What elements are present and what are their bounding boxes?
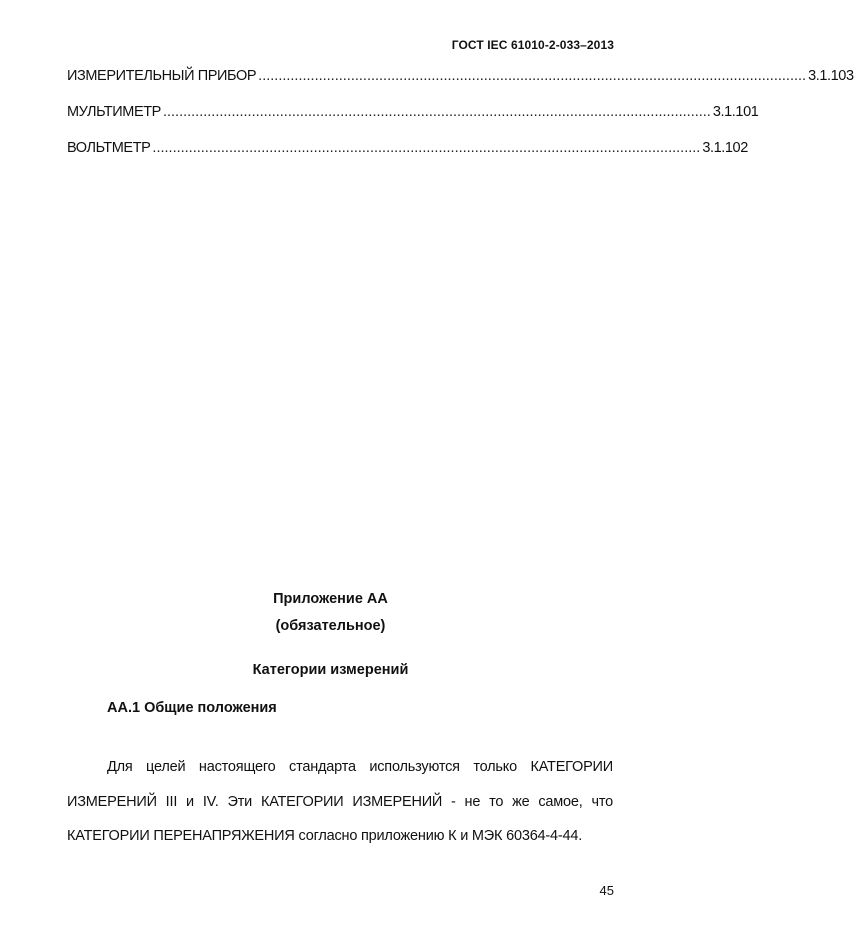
- index-entry: [67, 68, 854, 104]
- index-term: ВОЛЬТМЕТР: [67, 140, 151, 156]
- body-paragraph: Для целей настоящего стандарта используются только КАТЕГОРИИ ИЗМЕРЕНИЙ III и IV. Эти КАТЕГОРИИ ИЗМЕРЕНИЙ - не то же самое, что КАТЕГОРИИ ПЕРЕНАПРЯЖЕНИЯ согласно приложению К и МЭК 60364-4-44.: [67, 759, 613, 844]
- section-heading: АА.1 Общие положения: [107, 700, 277, 716]
- page-number: 45: [599, 883, 614, 898]
- index-reference: 3.1.101: [712, 104, 759, 120]
- index-reference: 3.1.103: [808, 68, 854, 84]
- appendix-status: (обязательное): [275, 618, 386, 634]
- document-code-header: ГОСТ IEC 61010-2-033–2013: [451, 38, 614, 52]
- dot-leader: ........................................................................................................................................: [162, 104, 711, 120]
- appendix-subject: Категории измерений: [252, 662, 409, 678]
- dot-leader: ........................................................................................................................................: [258, 68, 807, 84]
- index-entry: [67, 104, 759, 140]
- term-index: [67, 68, 854, 176]
- appendix-title: Приложение АА: [273, 591, 388, 607]
- index-term: МУЛЬТИМЕТР: [67, 104, 161, 120]
- index-term: ИЗМЕРИТЕЛЬНЫЙ ПРИБОР: [67, 68, 257, 84]
- dot-leader: ........................................................................................................................................: [152, 140, 701, 156]
- index-reference: 3.1.102: [702, 140, 748, 156]
- index-entry: [67, 140, 748, 176]
